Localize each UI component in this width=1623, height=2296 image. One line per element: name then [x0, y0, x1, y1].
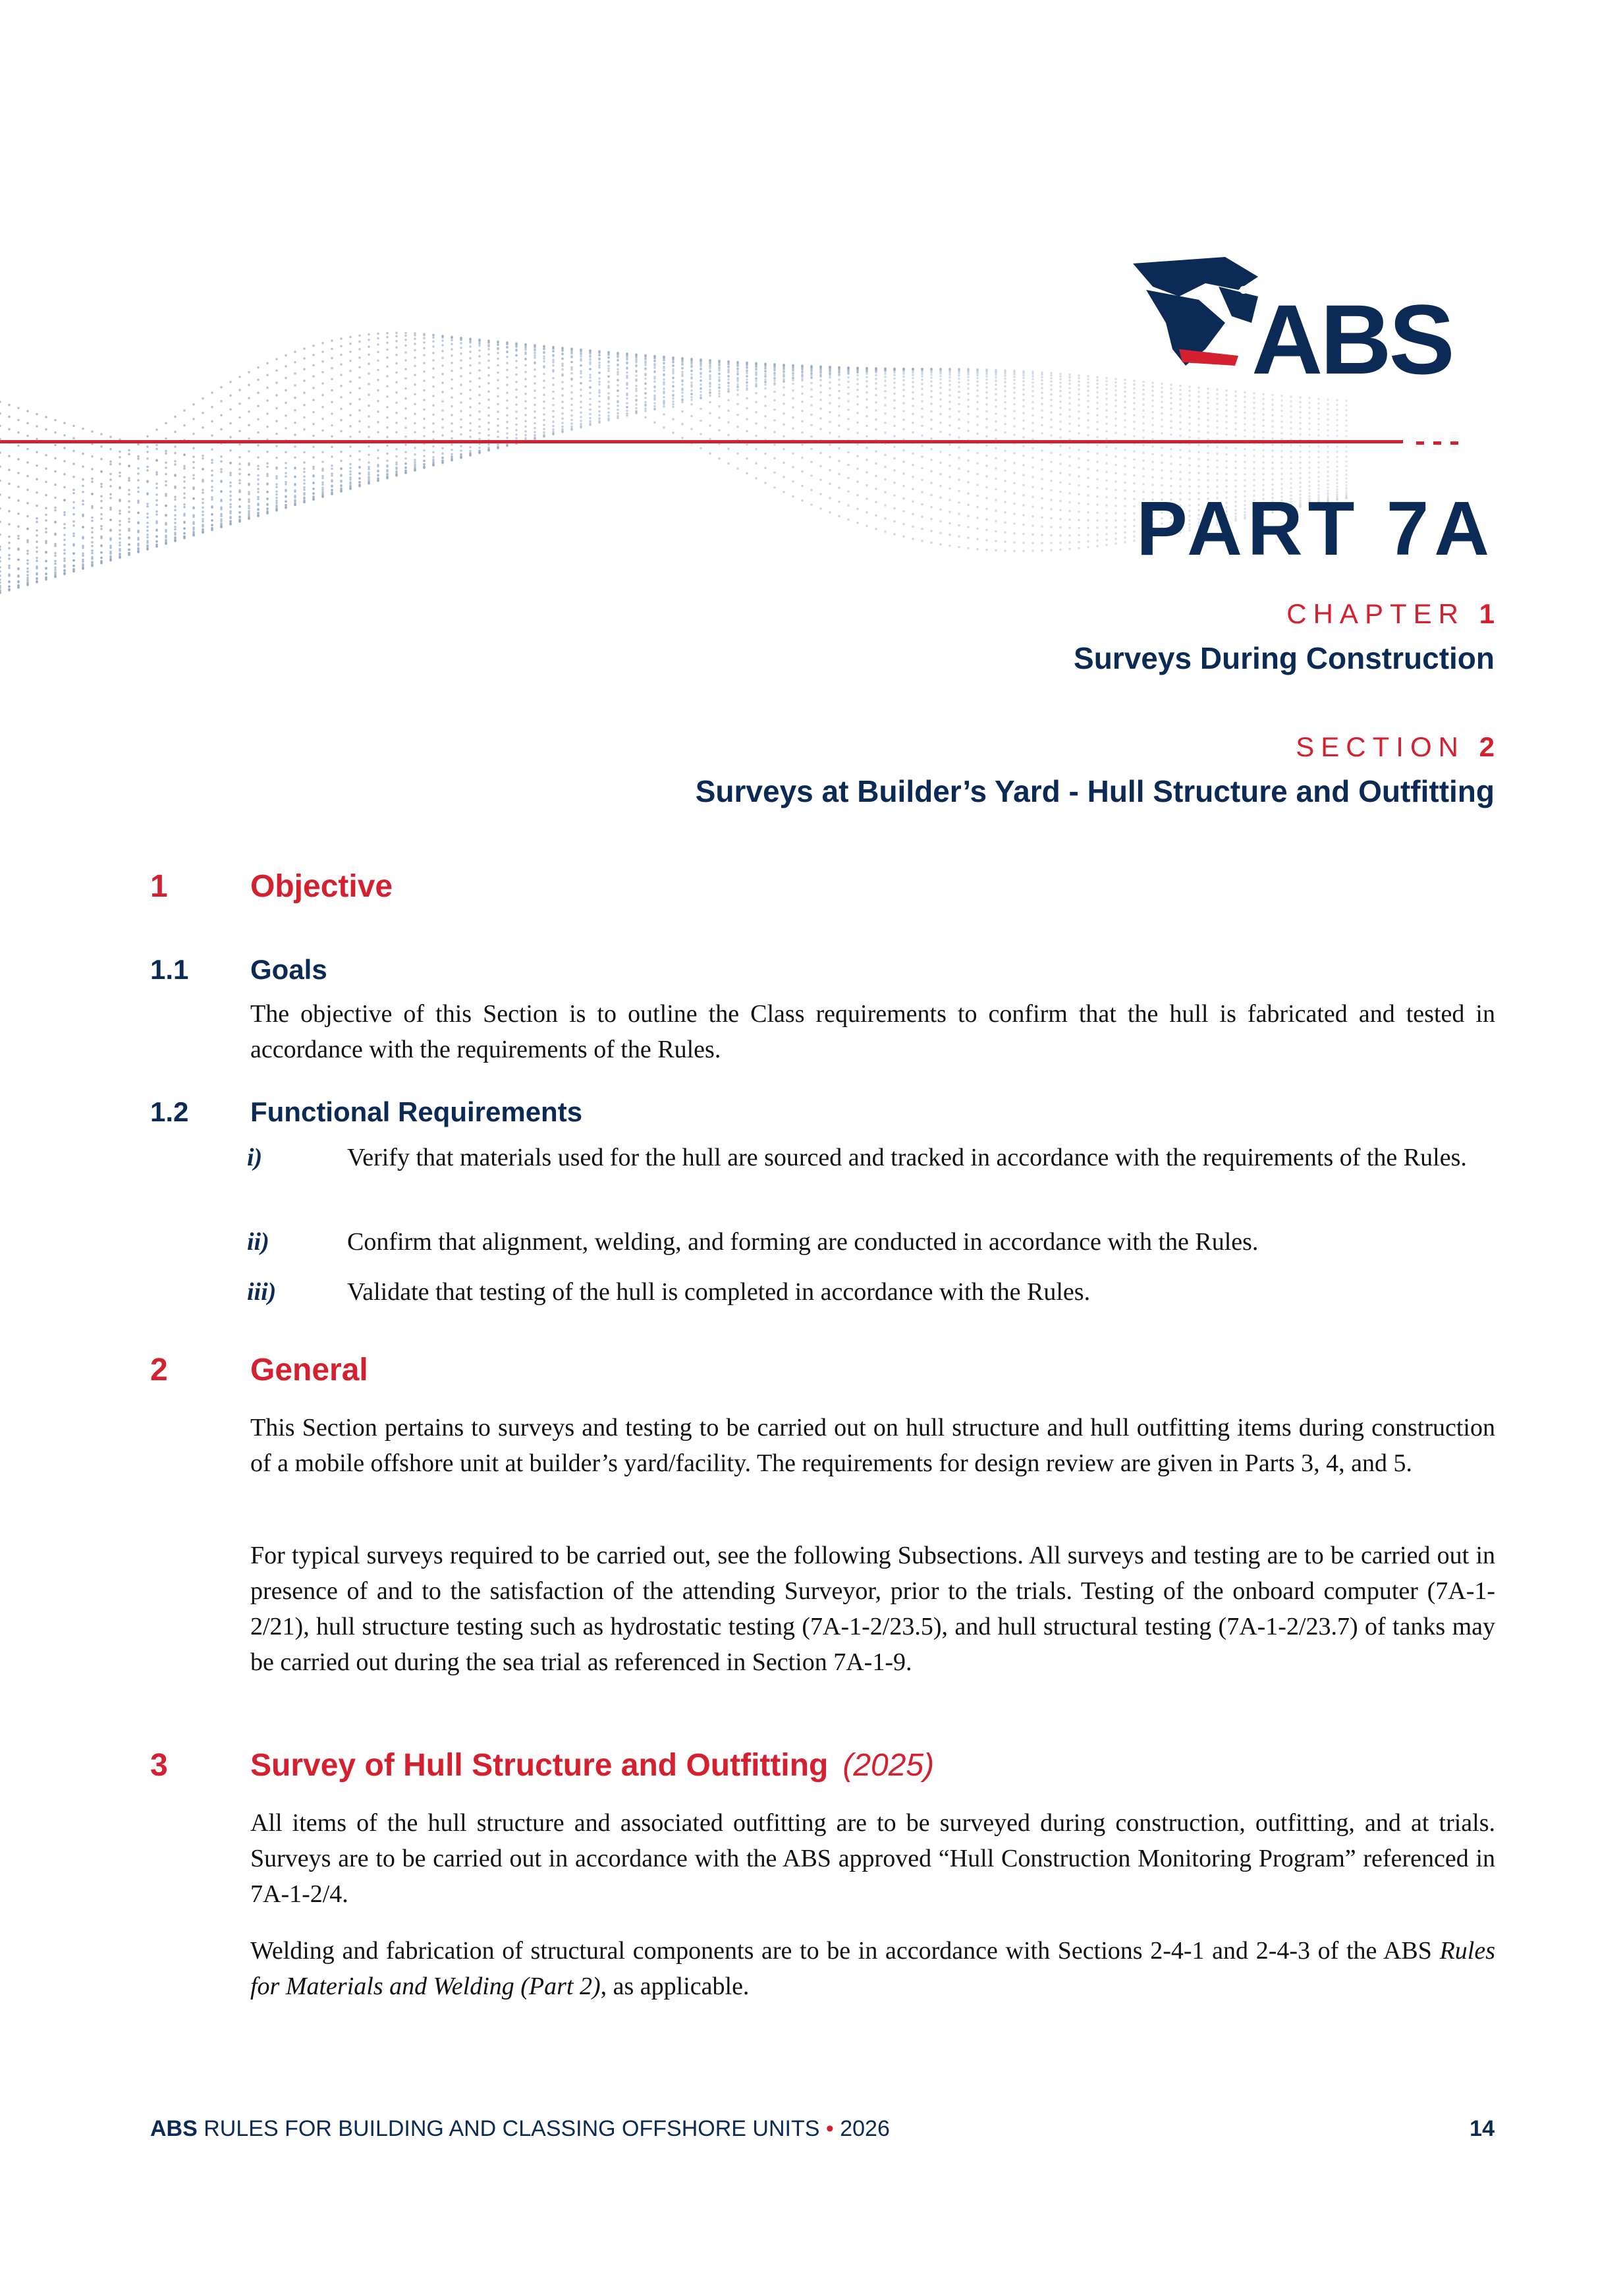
chapter-label: CHAPTER 1 — [1286, 598, 1495, 629]
footer-title: ABS RULES FOR BUILDING AND CLASSING OFFSHORE UNITS • 2026 — [150, 2116, 890, 2141]
goals-paragraph: The objective of this Section is to outline the Class requirements to confirm that the hull is fabricated and tested in accordance with the requirements of the Rules. — [250, 1000, 1495, 1063]
revision-note: (2025) — [842, 1748, 935, 1783]
survey-paragraph-2: Welding and fabrication of structural components are to be in accordance with Sections 2-4-1 and 2-4-3 of the ABS Rules for Materials and Welding (Part 2), as applicable. — [250, 1937, 1495, 2000]
page-number: 14 — [1470, 2116, 1495, 2141]
part-title: PART 7A — [1136, 486, 1495, 571]
survey-paragraph-1: All items of the hull structure and associated outfitting are to be surveyed during construction, outfitting, and at trials. Surveys are to be carried out in accordance with the ABS approved “Hull Construction Monitoring Program” referenced in 7A-1-2/4. — [250, 1809, 1495, 1908]
section-label: SECTION 2 — [1296, 731, 1495, 762]
section-title: Surveys at Builder’s Yard - Hull Structure and Outfitting — [695, 774, 1495, 808]
document-page: ABS PART 7A CHAPTER 1 Surveys During Construction SECTION 2 Surveys at Builder’s Yard - Hull Structure and Outfitting 1 Objective 1.1 Goals The objective of this Section is to outline the Class requirements to confirm that the hull is fabricated and tested in accordance with the requirements of the Rules. 1.2 Functional Requirements i) Verify that materials used for the hull are sourced and tracked in accordance with the requirements of the Rules. ii) Confirm that alignment, welding, and forming are conducted in accordance with the Rules. iii) Validate that testing of the hull is completed in accordance with the Rules. 2 General This Section pertains to surveys and testing to be carried out on hull structure and hull outfitting items during construction of a mobile offshore unit at builder’s yard/facility. The requirements for design review are given in Parts 3, 4, and 5. For typical surveys required to be carried out, see the following Subsections. All surveys and testing are to be carried out in presence of and to the satisfaction of the attending Surveyor, prior to the trials. Testing of the onboard computer (7A-1-2/21), hull structure testing such as hydrostatic testing (7A-1-2/23.5), and hull structural testing (7A-1-2/23.7) of tanks may be carried out during the sea trial as referenced in Section 7A-1-9. 3 Survey of Hull Structure and Outfitting (2025) All items of the hull structure and associated outfitting are to be surveyed during construction, outfitting, and at trials. Surveys are to be carried out in accordance with the ABS approved “Hull Construction Monitoring Program” referenced in 7A-1-2/4. Welding and fabrication of structural components are to be in accordance with Sections 2-4-1 and 2-4-3 of the ABS Rules for Materials and Welding (Part 2), as applicable. ABS RULES FOR BUILDING AND CLASSING OFFSHORE UNITS • 2026 14 — [0, 0, 1623, 2296]
abs-logo-text: ABS — [1252, 284, 1452, 395]
header-rule — [0, 440, 1403, 443]
heading-survey-title: Survey of Hull Structure and Outfitting — [250, 1748, 829, 1783]
header-rule-dashes — [1416, 436, 1469, 445]
general-paragraph-1: This Section pertains to surveys and testing to be carried out on hull structure and hull outfitting items during construction of a mobile offshore unit at builder’s yard/facility. The requirements for design review are given in Parts 3, 4, and 5. — [250, 1414, 1495, 1477]
rules-reference: Rules for Materials and Welding (Part 2) — [250, 1937, 1495, 2000]
general-paragraph-2: For typical surveys required to be carried out, see the following Subsections. All surveys and testing are to be carried out in presence of and to the satisfaction of the attending Surveyor, prior to the trials. Testing of the onboard computer (7A-1-2/21), hull structure testing such as hydrostatic testing (7A-1-2/23.5), and hull structural testing (7A-1-2/23.7) of tanks may be carried out during the sea trial as referenced in Section 7A-1-9. — [250, 1542, 1495, 1676]
chapter-title: Surveys During Construction — [1074, 641, 1495, 675]
